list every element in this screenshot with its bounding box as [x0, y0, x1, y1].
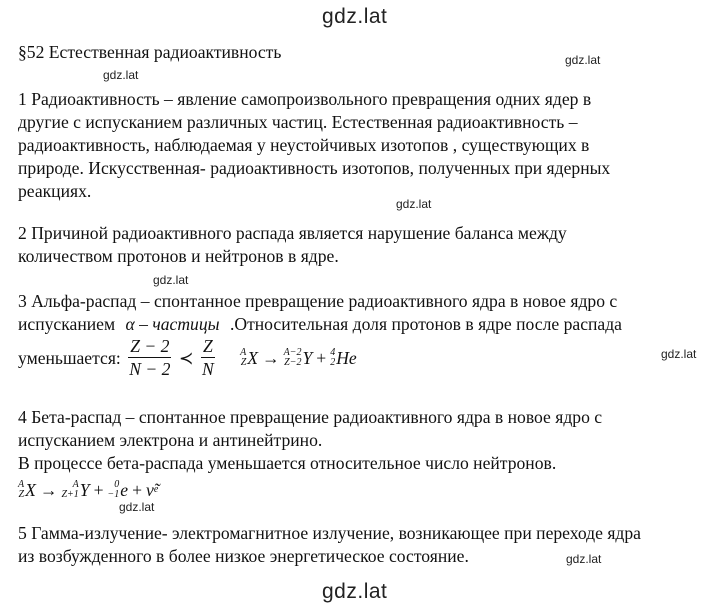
- arrow-symbol: →: [262, 347, 280, 368]
- electron-symbol: e: [120, 479, 129, 500]
- watermark-small: gdz.lat: [565, 53, 601, 67]
- paragraph-1-line: радиоактивность, наблюдаемая у неустойчивых изотопов , существующих в: [18, 135, 590, 155]
- nuclide-indices: A−2 Z−2: [283, 346, 302, 368]
- fraction-numerator: Z − 2: [130, 336, 170, 357]
- nuclide-indices: A Z: [18, 478, 25, 500]
- paragraph-5-line: из возбужденного в более низкое энергетическое состояние.: [18, 546, 469, 566]
- watermark-small: gdz.lat: [153, 273, 189, 287]
- nuclide-indices: 4 2: [330, 346, 336, 368]
- paragraph-2-line: 2 Причиной радиоактивного распада является нарушение баланса между: [18, 223, 567, 243]
- watermark-small: gdz.lat: [661, 347, 697, 361]
- fraction-denominator: N − 2: [129, 359, 171, 380]
- watermark-bottom: gdz.lat: [322, 580, 388, 603]
- precedes-sign: ≺: [178, 347, 194, 368]
- paragraph-1-line: природе. Искусственная- радиоактивность изотопов, полученных при ядерных: [18, 158, 611, 178]
- antineutrino-symbol: ν̃: [146, 479, 154, 500]
- watermark-small: gdz.lat: [103, 68, 139, 82]
- fraction-numerator: Z: [202, 336, 213, 357]
- alpha-particle-term: α – частицы: [125, 314, 220, 334]
- beta-decay-formula: [18, 476, 158, 504]
- paragraph-3-text: уменьшается:: [18, 347, 121, 368]
- nuclide-symbol: He: [336, 347, 357, 368]
- alpha-decay-equation: [240, 335, 357, 381]
- watermark-small: gdz.lat: [566, 552, 602, 566]
- watermark-small: gdz.lat: [396, 197, 432, 211]
- nuclide-indices: A Z: [240, 346, 247, 368]
- fraction-before-decay: [200, 335, 216, 380]
- paragraph-3-text: испусканием: [18, 314, 116, 334]
- nuclide-symbol: X: [247, 347, 258, 368]
- arrow-symbol: →: [39, 479, 58, 500]
- nuclide-indices: 0 −1: [107, 478, 120, 500]
- paragraph-3-line: 3 Альфа-распад – спонтанное превращение радиоактивного ядра в новое ядро с: [18, 291, 618, 311]
- plus-symbol: +: [132, 479, 142, 500]
- paragraph-1-line: реакциях.: [18, 181, 92, 201]
- page-title: §52 Естественная радиоактивность: [18, 42, 282, 62]
- nuclide-symbol: Y: [79, 479, 90, 500]
- watermark-small: gdz.lat: [119, 500, 155, 514]
- paragraph-4-line: В процессе бета-распада уменьшается относительное число нейтронов.: [18, 453, 557, 473]
- paragraph-4-line: испусканием электрона и антинейтрино.: [18, 430, 323, 450]
- paragraph-3-text: .Относительная доля протонов в ядре после распада: [229, 314, 622, 334]
- antineutrino-subscript: e: [153, 483, 159, 495]
- paragraph-3-formula-line: [18, 333, 357, 381]
- nuclide-symbol: X: [25, 479, 36, 500]
- watermark-top: gdz.lat: [322, 5, 388, 28]
- plus-symbol: +: [316, 347, 327, 368]
- nuclide-indices: A Z+1: [61, 478, 79, 500]
- paragraph-5-line: 5 Гамма-излучение- электромагнитное излучение, возникающее при переходе ядра: [18, 523, 641, 543]
- nuclide-symbol: Y: [302, 347, 313, 368]
- fraction-denominator: N: [201, 359, 214, 380]
- beta-decay-equation: [18, 474, 158, 504]
- fraction-after-decay: [127, 335, 172, 380]
- paragraph-1-line: другие с испусканием различных частиц. Естественная радиоактивность –: [18, 112, 578, 132]
- paragraph-2-line: количеством протонов и нейтронов в ядре.: [18, 246, 339, 266]
- paragraph-4-line: 4 Бета-распад – спонтанное превращение радиоактивного ядра в новое ядро с: [18, 407, 603, 427]
- paragraph-1-line: 1 Радиоактивность – явление самопроизвольного превращения одних ядер в: [18, 89, 592, 109]
- plus-symbol: +: [93, 479, 104, 500]
